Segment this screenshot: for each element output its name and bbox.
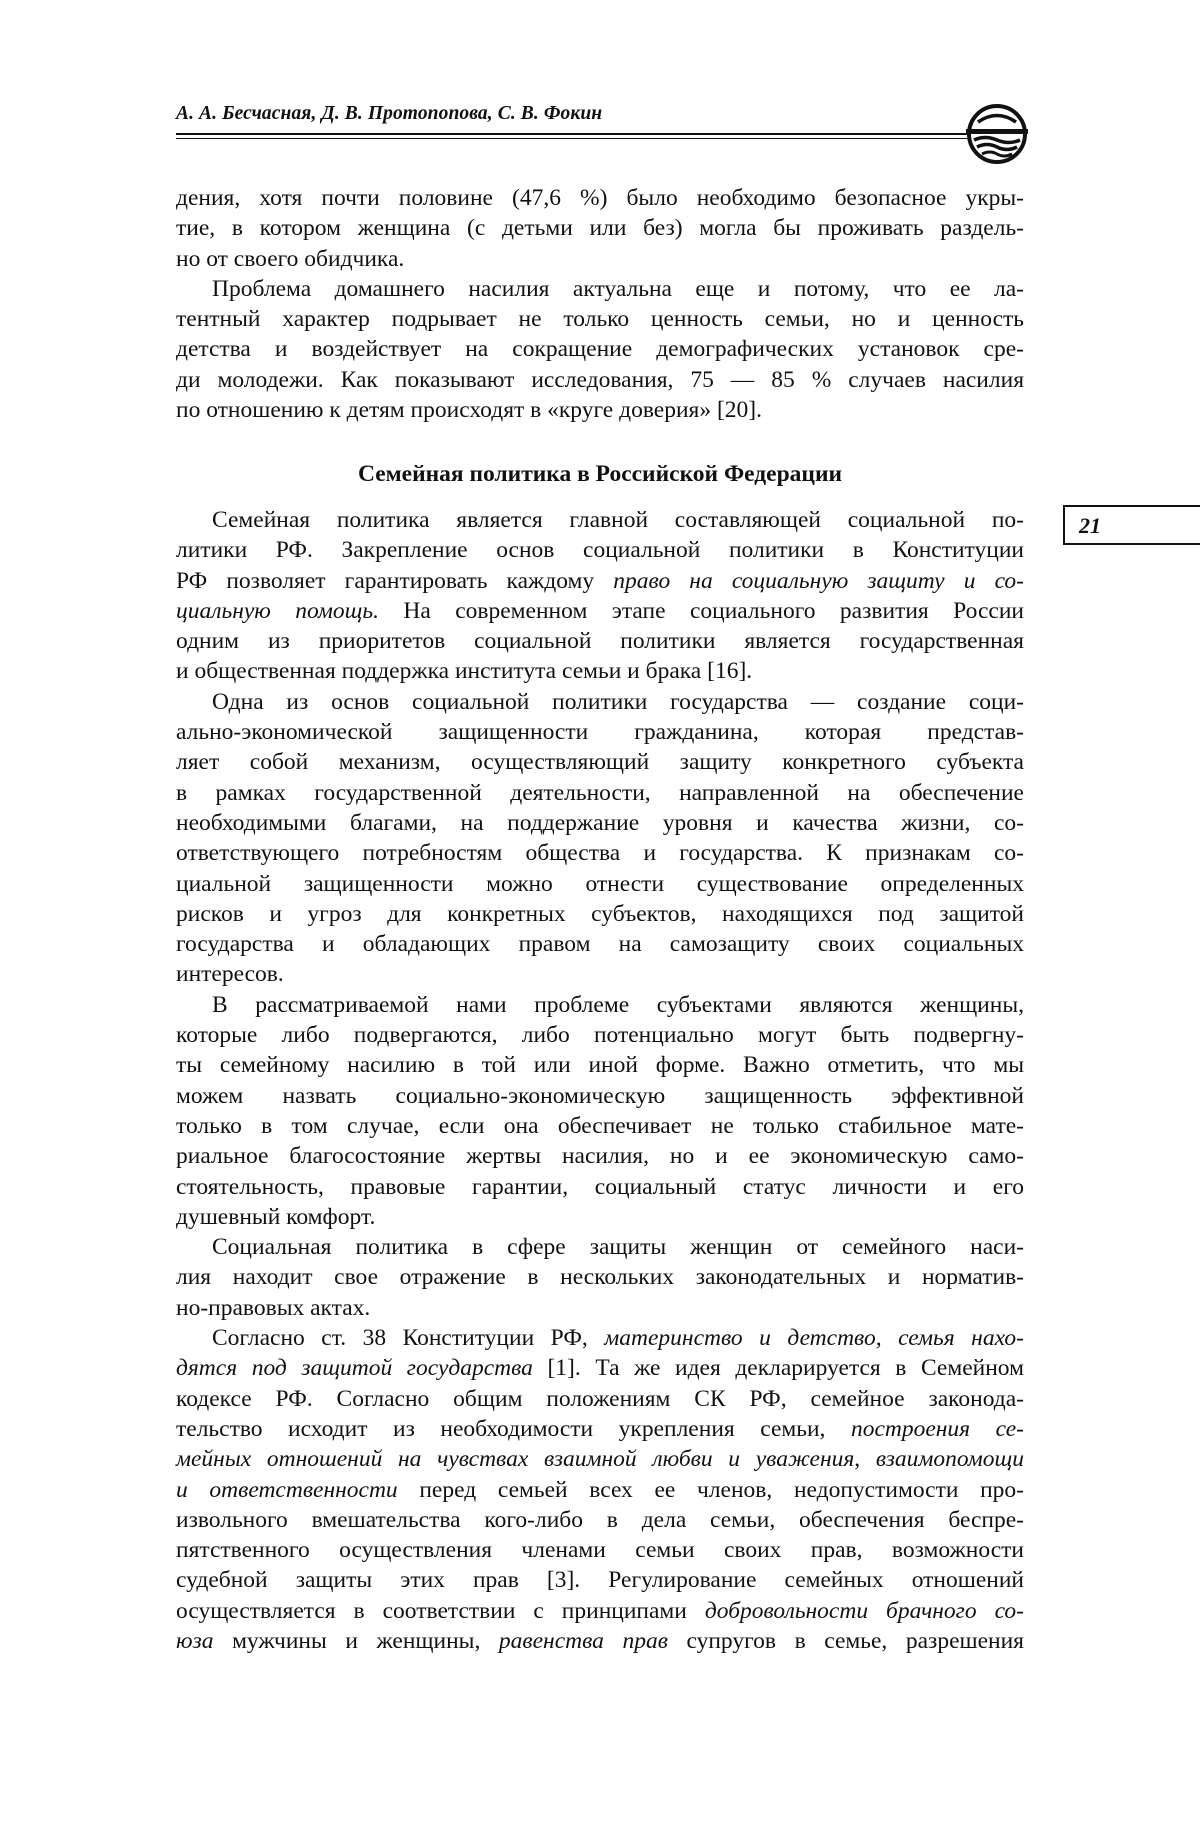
text-line: государства и обладающих правом на самозащиту своих социальных (176, 931, 1024, 958)
italic-run: и ответственности (176, 1476, 398, 1503)
text-line: необходимыми благами, на поддержание уровня и качества жизни, со- (176, 809, 1024, 836)
text-line: Проблема домашнего насилия актуальна еще и потому, что ее ла- (212, 275, 1024, 302)
text-line: и общественная поддержка института семьи и брака [16]. (176, 658, 753, 685)
text-line (176, 1414, 1024, 1444)
italic-run: добровольности брачного со- (704, 1597, 1025, 1624)
paragraph-block-2 (176, 505, 1024, 1656)
text-line: извольного вмешательства кого-либо в дела семьи, обеспечения беспре- (176, 1506, 1024, 1533)
text-line: ляет собой механизм, осуществляющий защиту конкретного субъекта (176, 749, 1024, 776)
text-line (176, 1353, 1024, 1383)
italic-run: взаимопомощи (875, 1446, 1024, 1473)
text-line: душевный комфорт. (176, 1203, 376, 1230)
text-line: ответствующего потребностям общества и государства. К признакам со- (176, 840, 1024, 867)
header-rule-thin (176, 138, 971, 139)
text-run: [1]. Та же идея декларируется в Семейном (532, 1355, 1024, 1382)
text-line: которые либо подвергаются, либо потенциально могут быть подвергну- (176, 1022, 1024, 1049)
text-line: по отношению к детям происходят в «круге доверия» [20]. (176, 397, 762, 424)
italic-run: циальную помощь. (176, 597, 379, 624)
text-line: только в том случае, если она обеспечивает не только стабильное мате- (176, 1112, 1024, 1139)
text-line: интересов. (176, 961, 284, 988)
text-line (176, 1444, 1024, 1474)
text-line: пятственного осуществления членами семьи своих прав, возможности (176, 1537, 1024, 1564)
italic-run: юза (176, 1627, 214, 1654)
italic-run: дятся под защитой государства (176, 1355, 533, 1382)
text-line (176, 1626, 1024, 1656)
text-line (176, 1475, 1024, 1505)
text-line: литики РФ. Закрепление основ социальной политики в Конституции (176, 537, 1024, 564)
header-rule-thick (176, 133, 971, 135)
text-line: кодексе РФ. Согласно общим положениям СК РФ, семейное законода- (176, 1385, 1024, 1412)
text-line: Социальная политика в сфере защиты женщин от семейного наси- (212, 1234, 1024, 1261)
paragraph-block-1 (176, 183, 1024, 425)
text-run: супругов в семье, разрешения (667, 1627, 1024, 1654)
text-line: судебной защиты этих прав [3]. Регулирование семейных отношений (176, 1567, 1024, 1594)
text-run: мужчины и женщины, (213, 1627, 499, 1654)
text-line: детства и воздействует на сокращение демографических установок сре- (176, 336, 1024, 363)
publisher-logo-icon (966, 103, 1028, 165)
italic-run: мейных отношений на чувствах взаимной любви и уважения (176, 1446, 855, 1473)
text-line: одним из приоритетов социальной политики является государственная (176, 628, 1024, 655)
text-line: риальное благосостояние жертвы насилия, но и ее экономическую само- (176, 1143, 1024, 1170)
text-line: тентный характер подрывает не только ценность семьи, но и ценность (176, 306, 1024, 333)
text-line: дения, хотя почти половине (47,6 %) было необходимо безопасное укры- (176, 185, 1024, 211)
text-line: рисков и угроз для конкретных субъектов, находящихся под защитой (176, 900, 1024, 927)
italic-run: материнство и детство, семья нахо- (604, 1325, 1024, 1352)
text-line: в рамках государственной деятельности, направленной на обеспечение (176, 779, 1024, 806)
text-line: циальной защищенности можно отнести существование определенных (176, 870, 1024, 897)
text-line (176, 596, 1024, 626)
text-run: РФ позволяет гарантировать каждому (176, 567, 614, 594)
text-line: ты семейному насилию в той или иной форме. Важно отметить, что мы (176, 1052, 1024, 1079)
text-line: ально-экономической защищенности гражданина, которая представ- (176, 719, 1024, 746)
text-line: но-правовых актах. (176, 1294, 371, 1321)
text-run: Согласно ст. 38 Конституции РФ, (212, 1325, 605, 1352)
text-line: ди молодежи. Как показывают исследования, 75 — 85 % случаев насилия (176, 366, 1024, 393)
text-run: тельство исходит из необходимости укрепления семьи, (176, 1415, 851, 1442)
text-line: Семейная политика является главной составляющей социальной по- (212, 507, 1024, 533)
text-line: тие, в котором женщина (с детьми или без) могла бы проживать раздель- (176, 215, 1024, 242)
text-line (176, 566, 1024, 596)
italic-run: построения се- (850, 1415, 1024, 1442)
text-run: осуществляется в соответствии с принципами (176, 1597, 705, 1624)
text-line: но от своего обидчика. (176, 245, 405, 272)
page-number-box (1063, 505, 1200, 545)
italic-run: равенства прав (498, 1627, 668, 1654)
text-line: Одна из основ социальной политики государства — создание соци- (212, 688, 1024, 715)
text-line: стоятельность, правовые гарантии, социальный статус личности и его (176, 1173, 1024, 1200)
text-line: можем назвать социально-экономическую защищенность эффективной (176, 1082, 1024, 1109)
text-run: На современном этапе социального развития России (378, 597, 1024, 624)
text-run: перед семьей всех ее членов, недопустимости про- (397, 1476, 1024, 1503)
page-number: 21 (1079, 513, 1101, 538)
text-run: , (854, 1446, 876, 1473)
text-line: лия находит свое отражение в нескольких законодательных и норматив- (176, 1264, 1024, 1291)
italic-run: право на социальную защиту и со- (613, 567, 1024, 594)
text-line (176, 1323, 1024, 1353)
section-heading: Семейная политика в Российской Федерации (357, 461, 843, 487)
running-head-authors: А. А. Бесчасная, Д. В. Протопопова, С. В. Фокин (176, 103, 603, 124)
text-line: В рассматриваемой нами проблеме субъектами являются женщины, (212, 991, 1024, 1018)
text-line (176, 1596, 1024, 1626)
